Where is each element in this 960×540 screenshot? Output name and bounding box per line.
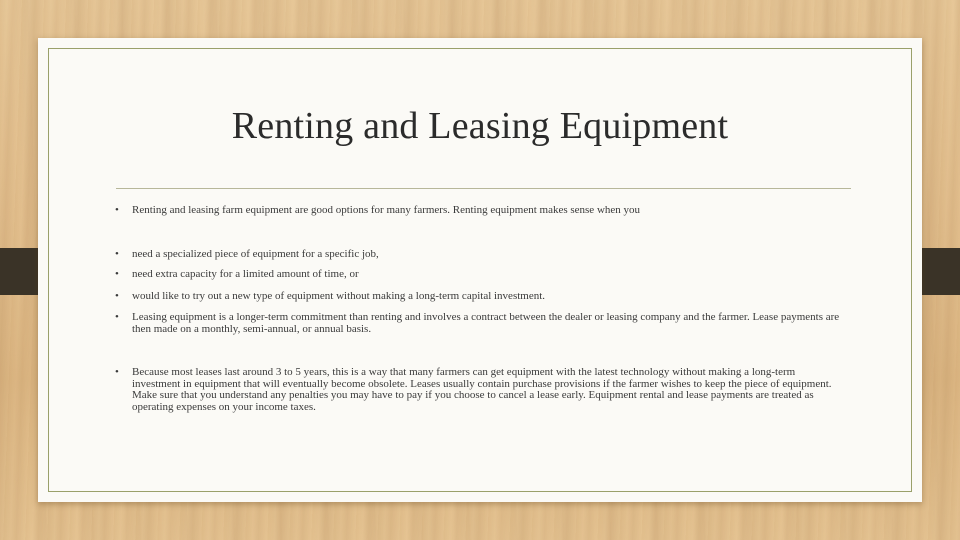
bullet-item-2 bbox=[115, 249, 845, 261]
bullet-text: Renting and leasing farm equipment are good options for many farmers. Renting equipment makes sense when you bbox=[132, 204, 641, 216]
bullet-text: Because most leases last around 3 to 5 years, this is a way that many farmers can get equipment with the latest technology without making a long-term investment in equipment that will eventually become obsolete. Leases usually contain purchase provisions if the farmer wishes to keep the piece of equipment. Make sure that you understand any penalties you may have to pay if you choose to cancel a lease early. Equipment rental and lease payments are treated as operating expenses on your income taxes. bbox=[132, 366, 832, 413]
bullet-item-4 bbox=[115, 291, 845, 303]
bullet-item-5 bbox=[115, 312, 845, 335]
slide-title: Renting and Leasing Equipment bbox=[231, 105, 729, 147]
bullet-icon: • bbox=[115, 366, 119, 378]
bullet-icon: • bbox=[115, 248, 119, 260]
bullet-icon: • bbox=[115, 311, 119, 323]
bullet-icon: • bbox=[115, 290, 119, 302]
bullet-text: would like to try out a new type of equipment without making a long-term capital investment. bbox=[132, 290, 546, 302]
title-divider bbox=[116, 188, 851, 189]
bullet-text: need extra capacity for a limited amount of time, or bbox=[132, 268, 359, 280]
bullet-icon: • bbox=[115, 204, 119, 216]
bullet-item-3 bbox=[115, 269, 845, 281]
bullet-item-6 bbox=[115, 367, 845, 413]
bullet-icon: • bbox=[115, 268, 119, 280]
bullet-text: Leasing equipment is a longer-term commitment than renting and involves a contract between the dealer or leasing company and the farmer. Lease payments are then made on a monthly, semi-annual, or annual basis. bbox=[132, 311, 840, 335]
bullet-item-1 bbox=[115, 205, 845, 217]
slide-card bbox=[38, 38, 922, 502]
bullet-text: need a specialized piece of equipment for a specific job, bbox=[132, 248, 379, 260]
left-side-tab bbox=[0, 248, 40, 295]
right-side-tab bbox=[920, 248, 960, 295]
